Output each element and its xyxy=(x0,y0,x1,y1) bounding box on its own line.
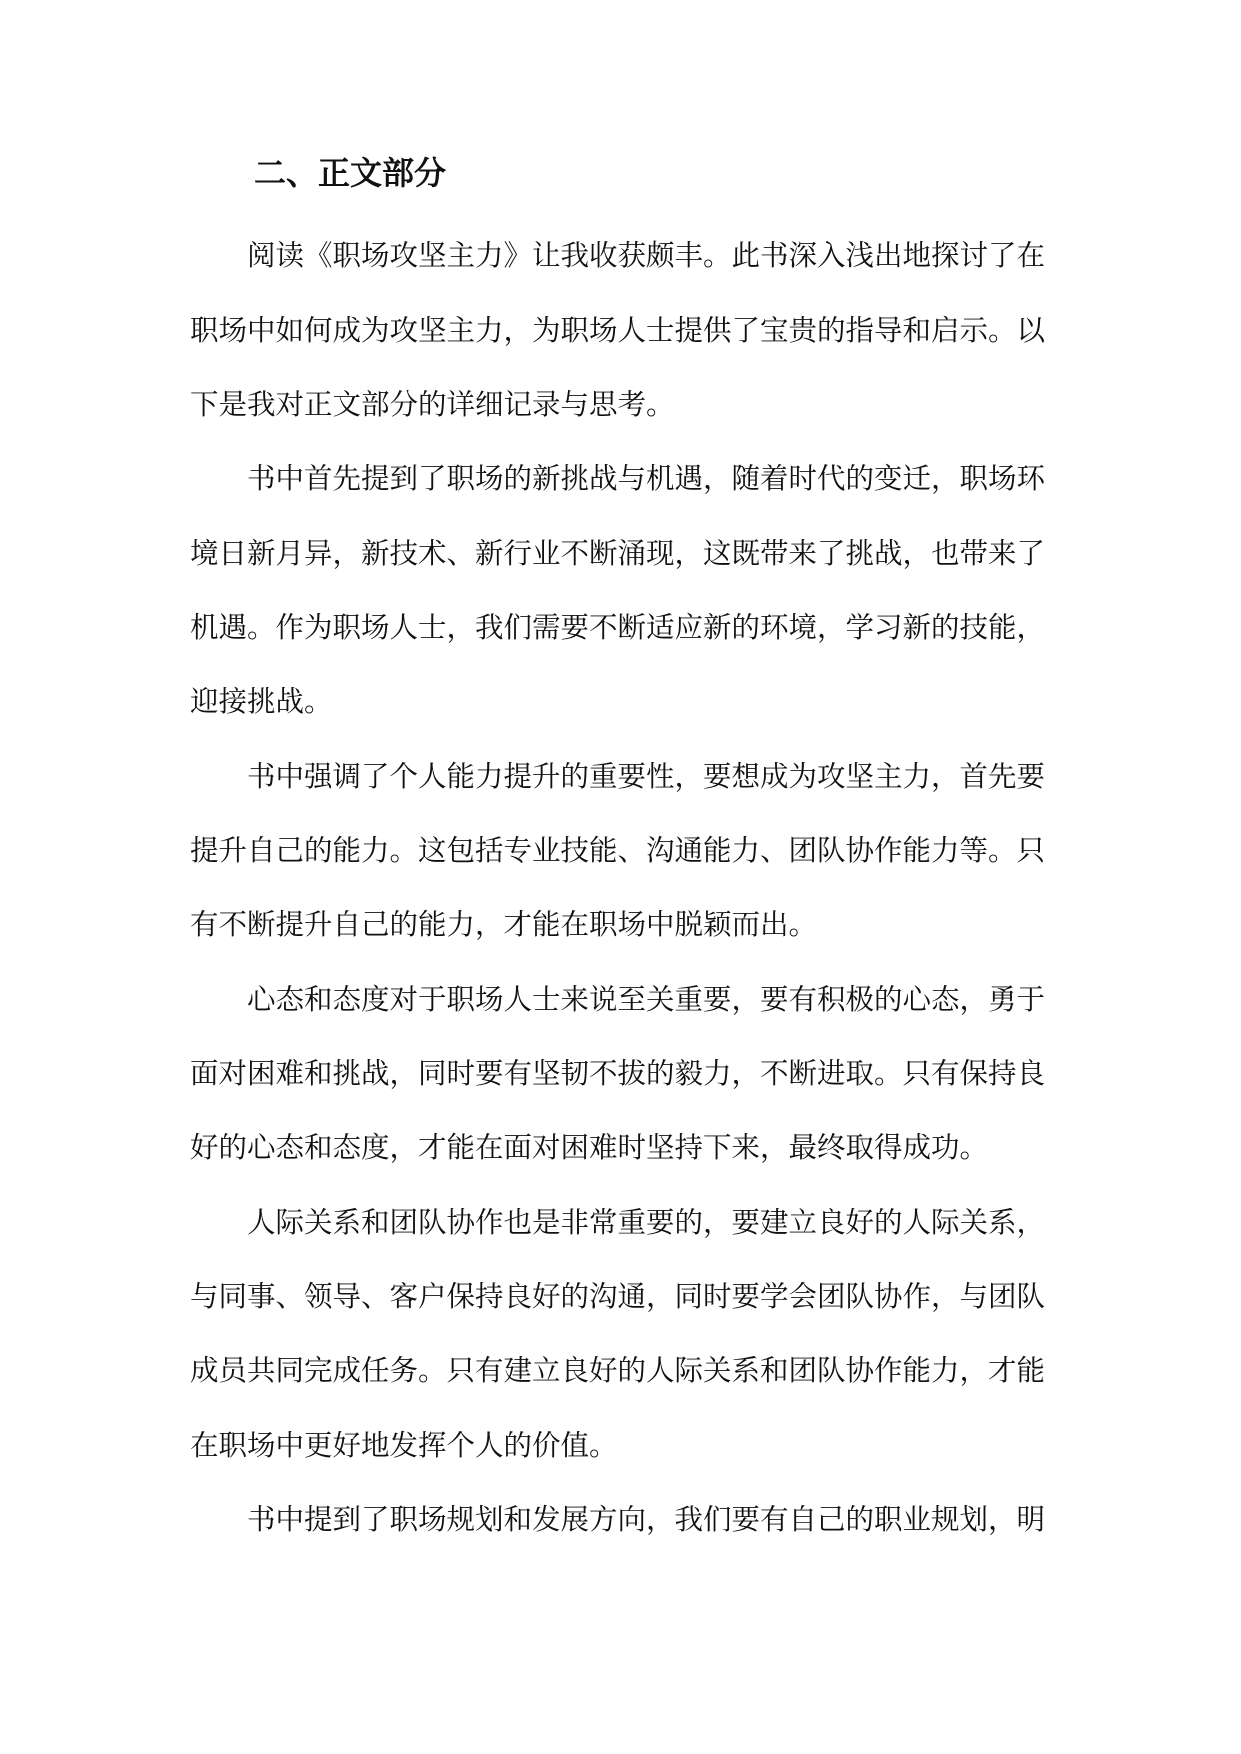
paragraph-4-line-2: 面对困难和挑战，同时要有坚韧不拔的毅力，不断进取。只有保持良 xyxy=(190,1057,1046,1090)
paragraph-2-line-4: 迎接挑战。 xyxy=(190,685,333,718)
paragraph-5-line-4: 在职场中更好地发挥个人的价值。 xyxy=(190,1429,618,1462)
paragraph-4-line-3: 好的心态和态度，才能在面对困难时坚持下来，最终取得成功。 xyxy=(190,1131,989,1164)
paragraph-5-line-1: 人际关系和团队协作也是非常重要的，要建立良好的人际关系， xyxy=(247,1206,1046,1239)
paragraph-2-line-2: 境日新月异，新技术、新行业不断涌现，这既带来了挑战，也带来了 xyxy=(190,537,1046,570)
paragraph-4-line-1: 心态和态度对于职场人士来说至关重要，要有积极的心态，勇于 xyxy=(247,983,1046,1016)
paragraph-1-line-3: 下是我对正文部分的详细记录与思考。 xyxy=(190,388,675,421)
paragraph-2-line-1: 书中首先提到了职场的新挑战与机遇，随着时代的变迁，职场环 xyxy=(247,462,1046,495)
section-heading: 二、正文部分 xyxy=(254,154,447,192)
paragraph-1-line-2: 职场中如何成为攻坚主力，为职场人士提供了宝贵的指导和启示。以 xyxy=(190,314,1046,347)
paragraph-5-line-2: 与同事、领导、客户保持良好的沟通，同时要学会团队协作，与团队 xyxy=(190,1280,1046,1313)
paragraph-1-line-1: 阅读《职场攻坚主力》让我收获颇丰。此书深入浅出地探讨了在 xyxy=(247,239,1046,272)
paragraph-3-line-1: 书中强调了个人能力提升的重要性，要想成为攻坚主力，首先要 xyxy=(247,760,1046,793)
paragraph-2-line-3: 机遇。作为职场人士，我们需要不断适应新的环境，学习新的技能， xyxy=(190,611,1046,644)
paragraph-3-line-2: 提升自己的能力。这包括专业技能、沟通能力、团队协作能力等。只 xyxy=(190,834,1046,867)
paragraph-6-line-1: 书中提到了职场规划和发展方向，我们要有自己的职业规划，明 xyxy=(247,1503,1046,1536)
paragraph-3-line-3: 有不断提升自己的能力，才能在职场中脱颖而出。 xyxy=(190,908,818,941)
paragraph-5-line-3: 成员共同完成任务。只有建立良好的人际关系和团队协作能力，才能 xyxy=(190,1354,1046,1387)
